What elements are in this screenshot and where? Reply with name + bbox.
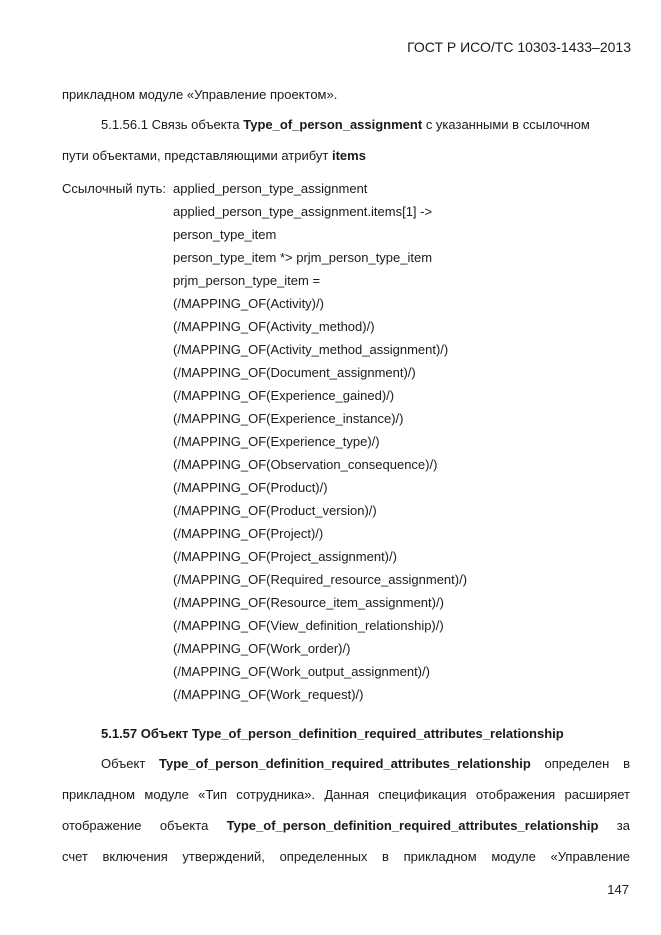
entity-name: Type_of_person_definition_required_attributes_relationship: [226, 818, 599, 833]
intro-line: прикладном модуле «Управление проектом».: [62, 87, 338, 102]
ref-path-line: (/MAPPING_OF(Experience_gained)/): [173, 388, 395, 403]
ref-path-line: (/MAPPING_OF(Work_order)/): [173, 641, 351, 656]
clause-5-1-56-1-line2: [62, 148, 366, 163]
ref-path-line: (/MAPPING_OF(Observation_consequence)/): [173, 457, 438, 472]
section-5-1-57-para-line1: [101, 756, 630, 771]
attribute-name: items: [331, 148, 366, 163]
clause-text-cont: с указанными в ссылочном: [425, 117, 590, 132]
ref-path-line: (/MAPPING_OF(Project_assignment)/): [173, 549, 397, 564]
ref-path-line: (/MAPPING_OF(Product_version)/): [173, 503, 377, 518]
section-5-1-57-para-line3: [62, 818, 630, 833]
clause-text-line2: пути объектами, представляющими атрибут: [62, 148, 329, 163]
clause-text: Связь объекта: [151, 117, 240, 132]
para-text: отображение объекта: [62, 818, 209, 833]
ref-path-line: (/MAPPING_OF(Document_assignment)/): [173, 365, 416, 380]
section-5-1-57-para-line2: прикладном модуле «Тип сотрудника». Данная спецификация отображения расширяет: [62, 787, 630, 802]
entity-name: Type_of_person_assignment: [243, 117, 423, 132]
para-text: Объект: [101, 756, 146, 771]
ref-path-line: person_type_item *> prjm_person_type_item: [173, 250, 433, 265]
ref-path-line: (/MAPPING_OF(Product)/): [173, 480, 328, 495]
para-text: определен в: [544, 756, 630, 771]
ref-path-line: (/MAPPING_OF(Experience_instance)/): [173, 411, 404, 426]
ref-path-line: (/MAPPING_OF(Project)/): [173, 526, 324, 541]
para-text: за: [616, 818, 630, 833]
ref-path-label: Ссылочный путь:: [62, 181, 166, 196]
ref-path-line: (/MAPPING_OF(View_definition_relationship)/): [173, 618, 444, 633]
ref-path-line: (/MAPPING_OF(Work_request)/): [173, 687, 364, 702]
ref-path-line: (/MAPPING_OF(Work_output_assignment)/): [173, 664, 430, 679]
ref-path-line: (/MAPPING_OF(Required_resource_assignment)/): [173, 572, 468, 587]
ref-path-line: prjm_person_type_item =: [173, 273, 321, 288]
clause-number: 5.1.56.1: [101, 117, 148, 132]
ref-path-line: (/MAPPING_OF(Activity_method)/): [173, 319, 375, 334]
page-number: 147: [607, 882, 629, 897]
document-header: ГОСТ Р ИСО/ТС 10303-1433–2013: [407, 39, 631, 55]
ref-path-line: person_type_item: [173, 227, 277, 242]
ref-path-line: applied_person_type_assignment: [173, 181, 368, 196]
ref-path-line: (/MAPPING_OF(Activity)/): [173, 296, 324, 311]
entity-name: Type_of_person_definition_required_attributes_relationship: [159, 756, 531, 771]
clause-5-1-56-1-line1: [101, 117, 590, 132]
ref-path-line: (/MAPPING_OF(Experience_type)/): [173, 434, 380, 449]
section-5-1-57-para-line4: счет включения утверждений, определенных в прикладном модуле «Управление: [62, 849, 630, 864]
section-5-1-57-heading: 5.1.57 Объект Type_of_person_definition_required_attributes_relationship: [101, 726, 564, 741]
ref-path-line: applied_person_type_assignment.items[1] ->: [173, 204, 433, 219]
ref-path-line: (/MAPPING_OF(Resource_item_assignment)/): [173, 595, 444, 610]
ref-path-line: (/MAPPING_OF(Activity_method_assignment)/): [173, 342, 449, 357]
